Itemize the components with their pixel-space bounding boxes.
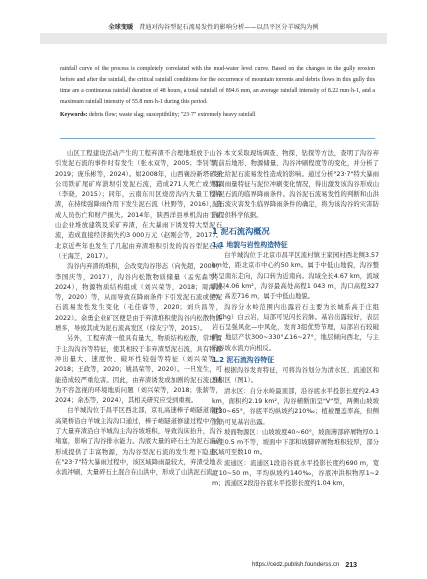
keywords-text: debris flow; waste slag; susceptibility; "23·7" extremely heavy rainfall bbox=[88, 112, 256, 118]
section-divider bbox=[60, 138, 375, 139]
header-bar bbox=[40, 33, 387, 44]
english-abstract bbox=[60, 64, 375, 121]
page-number: 213 bbox=[345, 562, 357, 569]
right-column bbox=[212, 149, 379, 490]
paragraph: 沟谷内弃渣的堆积，会改变沟谷形态（向先超，2009；李国庆等，2017），沟谷内松散物质储量（孟宪森等，2024），物源物质结构组成（刘兴荣等，2018；周海波等，2020）等，从而导致在降雨条件下引发泥石流或使泥石流易发性发生变化（毛佳睿等，2020；刘兵昌等，2022）。余勇企业矿区便是由于弃渣堆积使沟谷内松散物源增多，导致其成为泥石流高发区（徐友宁等，2015）。 bbox=[55, 263, 222, 333]
abstract-text: rainfall curve of the process is completely correlated with the mud-water level curve. Based on the changes in the gully erosion before and after the rainfall, the critical rainfall conditions for the occurrence of mountain torrents and debris flows in this gully this time are a continuous rainfall duration of 48 hours, a total rainfall of 894.6 mm, an average rainfall intensity of 8.22 mm·h-1, and a maximum rainfall intensity of 55.8 mm·h-1 during this period. bbox=[60, 66, 375, 105]
paragraph: 流通区：流通区1段沿谷底水平投影长度约690 m，宽度10~50 m，平均纵坡约140‰，谷底冲洪积物厚1~2 m；流通区2段沿谷底水平投影长度约1.04 km， bbox=[212, 459, 379, 488]
paragraph: 白羊城沟位于昌平区西北部，京礼高速棒子峪隧道南段高架桥沿白羊城主沟沟口通过，棒子峪隧道修建过程中产生了大量弃渣沿白羊城沟主沟谷坡堆积，导致沟床抬升，沟谷堵塞，影响了沟谷排水能力。沟底大量的碎石土为泥石流的形成提供了丰富物源，为沟谷型泥石流的发生埋下隐患。在"23·7"特大暴雨过程中，该区域降雨最较大，弃渣受地表水流冲刷，大量碎石土混合在山洪中，形成了山洪泥石流。 bbox=[55, 407, 222, 477]
journal-name: 全球变暖 bbox=[108, 24, 134, 31]
paragraph: 另外，工程弃渣一般具有量大，物质结构松散，常堆置于主沟沟谷等特征，使其相较于非弃渣型泥石流，具有物源冲出量大、速度快、破坏性较强等特征（刘兴荣等，2018；王政等，2020；姚昌荣等，2020）。一旦发生，可能造成较严重危害。因此，由弃渣诱发或加剧的泥石流已成为不容忽视的环境地质问题（刘兴荣等，2018；张薪等，2024；余杰等，2024），其相关研究应受到重视。 bbox=[55, 335, 222, 405]
paragraph: 坡面物源区：山坡坡度40~60°，坡面薄部碎屑物厚0.1 m至0.5 m不等，坡面中下部和坡脚碎屑物堆积较厚，部分区域可至数10 m。 bbox=[212, 428, 379, 457]
keywords-line bbox=[60, 110, 375, 121]
paragraph: 山区工程建设活动产生的工程弃渣不合理地堆放于山谷引发泥石流的事件时有发生（张永双等，2005；李钊等，2019；庞乐彬等，2024）。如2008年，山西襄汾新塔矿业公司铁矿尾矿库溃坝引发泥石流，造成271人死亡或失踪（李晓，2015）；同年，云南东川区烧房沟内大量工程弃渣，在持续强降雨作用下发生泥石流（杜野等，2016），造成人员伤亡和财产损失。2014年，陕西洋县单机沟由于矿山企业堆放建筑及采矿弃渣，在大暴雨下诱发特大型泥石流，造成直接经济损失约3 000万元（赵刚会等，2017）。北京近些年也发生了几起由弃渣堆积引发的沟谷型泥石流（王海芝，2017）。 bbox=[55, 150, 222, 260]
keywords-label: Keywords: bbox=[60, 112, 88, 118]
paragraph: 本文采取现场调查、物探、钻探等方法，查明了沟谷弃渣前后地形、物源储量、沟谷冲刷程度等的变化，并分析了变化给泥石流易发性造成的影响。通过分析"23·7"特大暴雨期间雨量特征与泥位冲刷变化情况，得出激发该沟谷形成山洪泥石流的临界降雨条件。沟谷泥石流易发性的判断和山洪泥石流灾害发生临界降雨条件的确定，将为该沟谷的灾害防治提供科学依据。 bbox=[212, 150, 379, 219]
paragraph: 沟谷分水岭范围内出露岩石主要为长城系高于庄组（Chg）白云岩，局部可见闪长岩脉。基岩出露较好，表层岩石呈强风化—中风化，发育3组优势节理，局部岩石较破碎。地层产状300~330°∠16~27°，地层倾向西北，与主沟谷坡水流方向相反。 bbox=[212, 303, 379, 352]
paragraph: 白羊城沟位于北京市昌平区流村镇王家园村西北侧3.57 km处，距北京市中心约50 km。属于中低山地貌，沟谷整体呈南东走向，沟口转为近南向。沟域全长4.67 km，流域面积4.06 km²，沟谷最高处高程1 043 m，沟口高程327 m，高差716 m，属于中低山地貌。 bbox=[212, 252, 379, 301]
footer-url[interactable]: https://cedz.publish.founderss.cn bbox=[252, 562, 340, 568]
subsection-heading: 1.1 地貌与岩性构造特征 bbox=[212, 241, 288, 250]
header-title-line bbox=[40, 24, 387, 32]
left-column bbox=[55, 149, 222, 479]
page-footer bbox=[212, 562, 387, 568]
header-article-title: 昔迪对沟谷型泥石流易发性的影响分析——以昌平区分羊城沟为例 bbox=[139, 24, 319, 31]
section-heading: 1 泥石流沟概况 bbox=[212, 226, 270, 237]
paragraph: 根据沟谷发育特征，可将沟谷划分为清水区、流通区和堆积区（图1）。 bbox=[212, 367, 379, 385]
paragraph: 清水区：自分水岭最顶部，沿谷底水平投影长度约2.43 km，面积约2.19 km²，沟谷横断面呈"V"型，两侧山坡坡度30~65°，谷底平均纵坡约210‰；植被覆盖率高，但侧面仍可见基岩出露。 bbox=[212, 387, 379, 426]
running-header bbox=[40, 4, 387, 44]
subsection-heading: 1.2 泥石流沟谷特征 bbox=[212, 356, 274, 365]
